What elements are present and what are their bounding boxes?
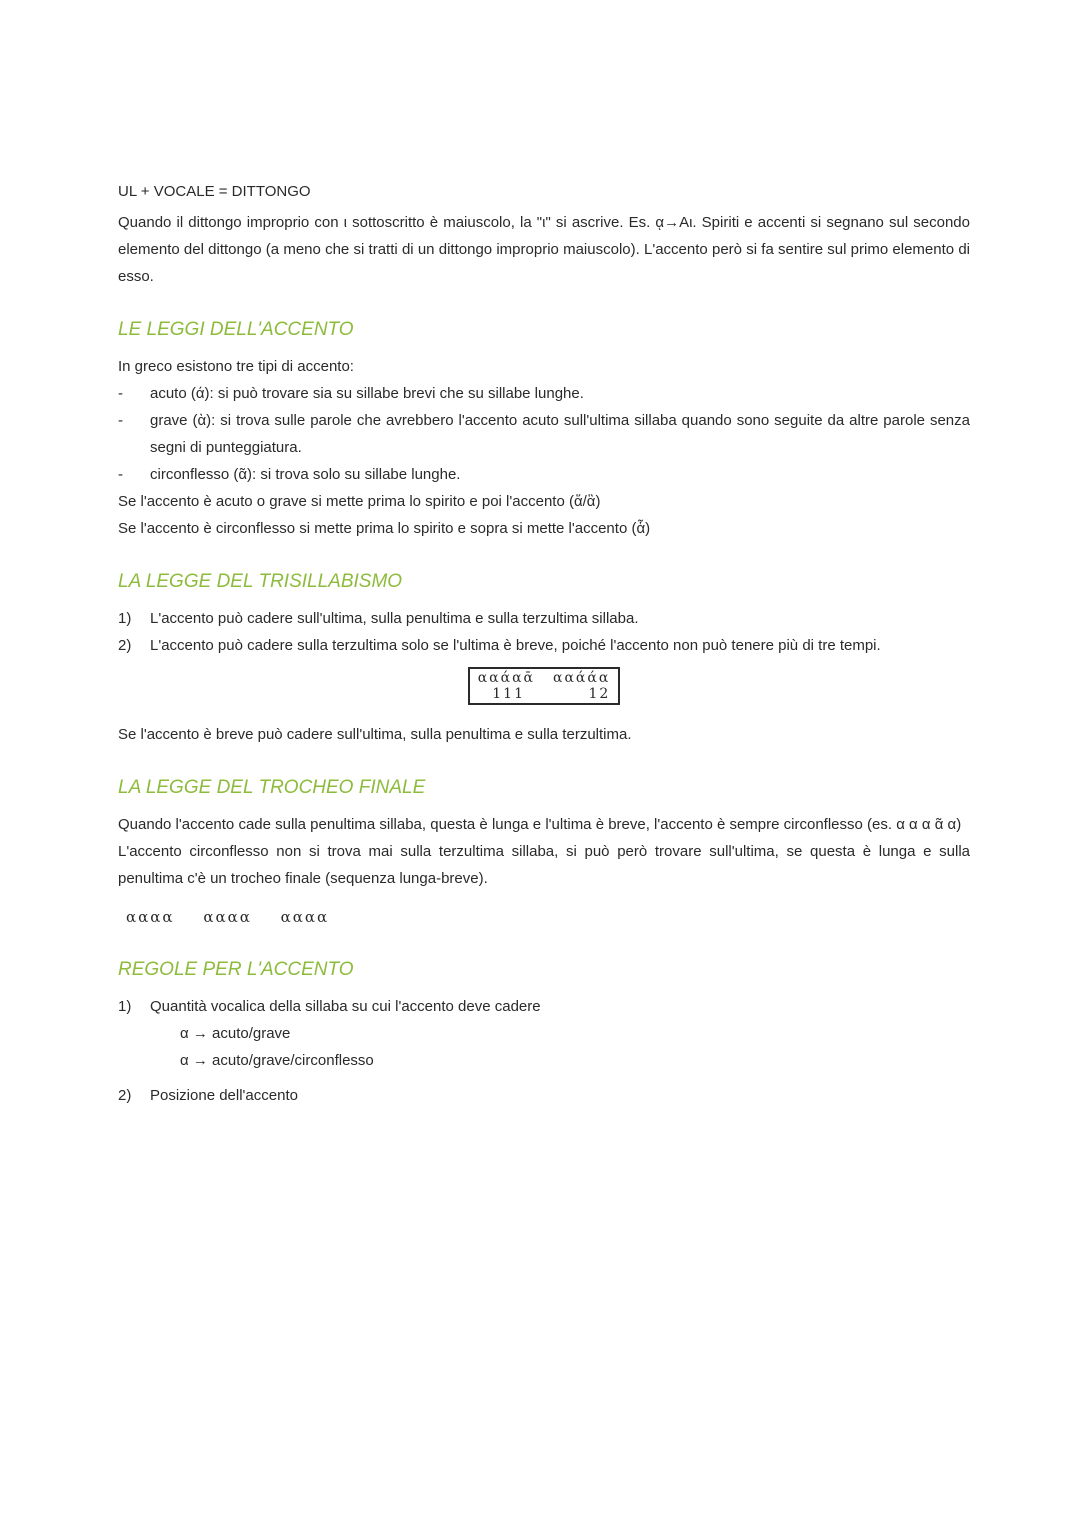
list-item <box>118 461 970 488</box>
list-item <box>118 380 970 407</box>
box-left-counts: 111 <box>492 686 525 702</box>
list-number: 2) <box>118 1087 132 1104</box>
section-heading-leggi-accento: LE LEGGI DELL'ACCENTO <box>118 319 354 340</box>
section-heading-trocheo: LA LEGGE DEL TROCHEO FINALE <box>118 777 426 798</box>
section1-note-2: Se l'accento è circonflesso si mette prima lo spirito e sopra si mette l'accento (ἇ) <box>118 520 651 537</box>
list-number: 1) <box>118 998 132 1015</box>
section-heading-trisillabismo: LA LEGGE DEL TRISILLABISMO <box>118 571 403 592</box>
intro-paragraph: Quando il dittongo improprio con ι sottoscritto è maiuscolo, la "ι" si ascrive. Es. ᾳ→Aι. Spiriti e accenti si segnano sul secondo elemento del dittongo (a meno che si tratti di un dittongo improprio maiuscolo). L'accento però si fa sentire sul primo elemento di esso. <box>118 214 970 285</box>
section2-note: Se l'accento è breve può cadere sull'ultima, sulla penultima e sulla terzultima. <box>118 726 632 743</box>
box-right-counts: 12 <box>588 686 611 702</box>
list-item <box>118 632 970 659</box>
list-item-text: grave (ὰ): si trova sulle parole che avrebbero l'accento acuto sull'ultima sillaba quando sono seguite da altre parole senza segni di punteggiatura. <box>150 412 970 456</box>
list-item-text: circonflesso (ᾶ): si trova solo su sillabe lunghe. <box>150 466 461 483</box>
list-item-text: L'accento può cadere sull'ultima, sulla penultima e sulla terzultima sillaba. <box>150 610 639 627</box>
list-item <box>118 407 970 461</box>
intro-title: UL + VOCALE = DITTONGO <box>118 183 311 200</box>
sub-item: α → acuto/grave <box>180 1025 291 1042</box>
greek-examples <box>126 904 970 930</box>
regole-list-2 <box>118 1082 970 1109</box>
syllable-box <box>468 667 621 705</box>
list-item <box>118 1082 970 1109</box>
document-content <box>118 178 970 1109</box>
list-marker: - <box>118 412 123 429</box>
regole-list <box>118 993 970 1020</box>
section1-note-1: Se l'accento è acuto o grave si mette prima lo spirito e poi l'accento (ἅ/ἃ) <box>118 493 601 510</box>
list-item-text: L'accento può cadere sulla terzultima solo se l'ultima è breve, poiché l'accento non può tenere più di tre tempi. <box>150 637 881 654</box>
greek-example: αααα <box>280 908 330 926</box>
list-marker: - <box>118 385 123 402</box>
list-marker: - <box>118 466 123 483</box>
list-item <box>118 605 970 632</box>
list-item-text: Quantità vocalica della sillaba su cui l'accento deve cadere <box>150 998 541 1015</box>
list-item-text: Posizione dell'accento <box>150 1087 298 1104</box>
list-number: 2) <box>118 637 132 654</box>
accent-types-list <box>118 380 970 488</box>
box-left-letters: ααάαᾱ <box>477 670 535 686</box>
list-item-text: acuto (ά): si può trovare sia su sillabe brevi che su sillabe lunghe. <box>150 385 584 402</box>
section1-lead: In greco esistono tre tipi di accento: <box>118 358 354 375</box>
syllable-box-wrapper <box>118 667 970 705</box>
box-right-letters: ααάάα <box>553 670 611 686</box>
trisillabismo-list <box>118 605 970 659</box>
list-number: 1) <box>118 610 132 627</box>
section3-paragraph-2: L'accento circonflesso non si trova mai sulla terzultima sillaba, si può però trovare sull'ultima, se questa è lunga e sulla penultima c'è un trocheo finale (sequenza lunga-breve). <box>118 843 970 887</box>
sub-item: α → acuto/grave/circonflesso <box>180 1052 374 1069</box>
section-heading-regole: REGOLE PER L'ACCENTO <box>118 959 354 980</box>
greek-example: αααα <box>126 908 175 926</box>
greek-example: αααα <box>203 908 252 926</box>
section3-paragraph-1: Quando l'accento cade sulla penultima sillaba, questa è lunga e l'ultima è breve, l'accento è sempre circonflesso (es. α α α ᾶ α) <box>118 816 962 833</box>
list-item <box>118 993 970 1020</box>
